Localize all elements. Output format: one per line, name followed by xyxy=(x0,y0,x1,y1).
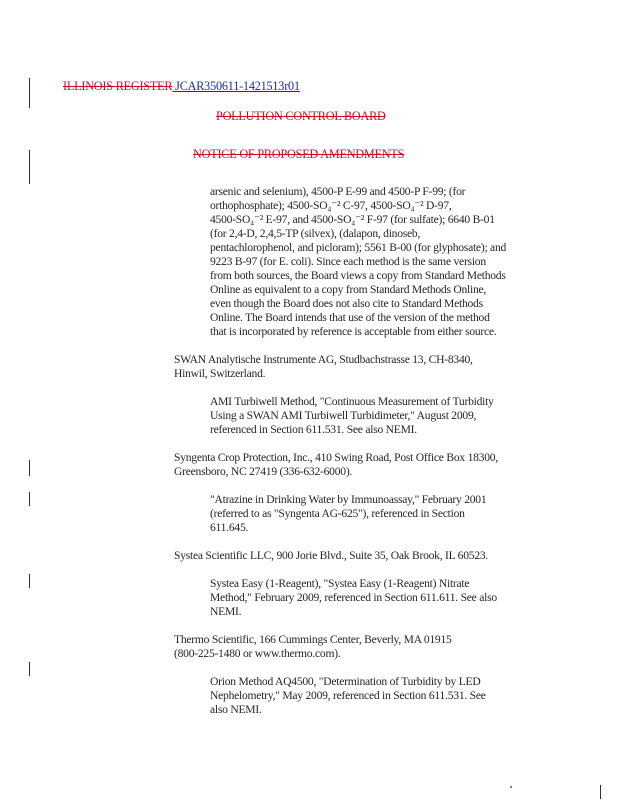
org-entry-line: Hinwil, Switzerland. xyxy=(174,367,266,380)
org-entry-line: (800-225-1480 or www.thermo.com). xyxy=(174,647,341,660)
register-header xyxy=(63,79,300,94)
org-entry-line: Systea Scientific LLC, 900 Jorie Blvd., Suite 35, Oak Brook, IL 60523. xyxy=(174,549,489,562)
reference-line: Nephelometry," May 2009, referenced in Section 611.531. See xyxy=(210,689,486,702)
paragraph-line: even though the Board does not also cite to Standard Methods xyxy=(210,297,483,310)
paragraph-line: Online as equivalent to a copy from Standard Methods Online, xyxy=(210,283,487,296)
reference-line: Orion Method AQ4500, "Determination of Turbidity by LED xyxy=(210,675,481,688)
org-entry-line: Syngenta Crop Protection, Inc., 410 Swing Road, Post Office Box 18300, xyxy=(174,451,498,464)
reference-line: referenced in Section 611.531. See also NEMI. xyxy=(210,423,417,436)
board-title: POLLUTION CONTROL BOARD xyxy=(216,109,386,123)
reference-line: Method," February 2009, referenced in Section 611.611. See also xyxy=(210,591,497,604)
paragraph-line: (for 2,4-D, 2,4,5-TP (silvex), (dalapon, dinoseb, xyxy=(210,227,421,240)
org-entry-line: Greensboro, NC 27419 (336-632-6000). xyxy=(174,465,353,478)
paragraph-line: arsenic and selenium), 4500-P E-99 and 4500-P F-99; (for xyxy=(210,185,466,198)
paragraph-line: 9223 B-97 (for E. coli). Since each method is the same version xyxy=(210,255,486,268)
org-entry-line: SWAN Analytische Instrumente AG, Studbachstrasse 13, CH-8340, xyxy=(174,353,473,366)
change-bar xyxy=(29,78,30,108)
reference-line: (referred to as "Syngenta AG-625"), referenced in Section xyxy=(210,507,465,520)
reference-line: 611.645. xyxy=(210,521,249,534)
margin-tick xyxy=(600,785,601,799)
register-deleted: ILLINOIS REGISTER xyxy=(63,79,173,93)
paragraph-line: Online. The Board intends that use of the version of the method xyxy=(210,311,490,324)
reference-line: Using a SWAN AMI Turbiwell Turbidimeter," August 2009, xyxy=(210,409,477,422)
change-bar xyxy=(29,460,30,476)
change-bar xyxy=(29,574,30,588)
scan-speck xyxy=(510,786,512,788)
reference-line: Systea Easy (1-Reagent), "Systea Easy (1-Reagent) Nitrate xyxy=(210,577,470,590)
reference-line: NEMI. xyxy=(210,605,242,618)
org-entry-line: Thermo Scientific, 166 Cummings Center, Beverly, MA 01915 xyxy=(174,633,452,646)
paragraph-line: orthophosphate); 4500-SO₄⁻² C-97, 4500-SO₄⁻² D-97, xyxy=(210,199,452,212)
change-bar xyxy=(29,150,30,184)
reference-line: also NEMI. xyxy=(210,703,262,716)
change-bar xyxy=(29,662,30,676)
paragraph-line: 4500-SO₄⁻² E-97, and 4500-SO₄⁻² F-97 (for sulfate); 6640 B-01 xyxy=(210,213,495,226)
paragraph-line: that is incorporated by reference is acceptable from either source. xyxy=(210,325,497,338)
paragraph-line: pentachlorophenol, and picloram); 5561 B-00 (for glyphosate); and xyxy=(210,241,507,254)
reference-line: "Atrazine in Drinking Water by Immunoassay," February 2001 xyxy=(210,493,487,506)
paragraph-line: from both sources, the Board views a copy from Standard Methods xyxy=(210,269,506,282)
notice-title: NOTICE OF PROPOSED AMENDMENTS xyxy=(193,147,405,161)
register-inserted: JCAR350611-1421513r01 xyxy=(172,79,300,93)
change-bar xyxy=(29,492,30,506)
reference-line: AMI Turbiwell Method, "Continuous Measurement of Turbidity xyxy=(210,395,494,408)
